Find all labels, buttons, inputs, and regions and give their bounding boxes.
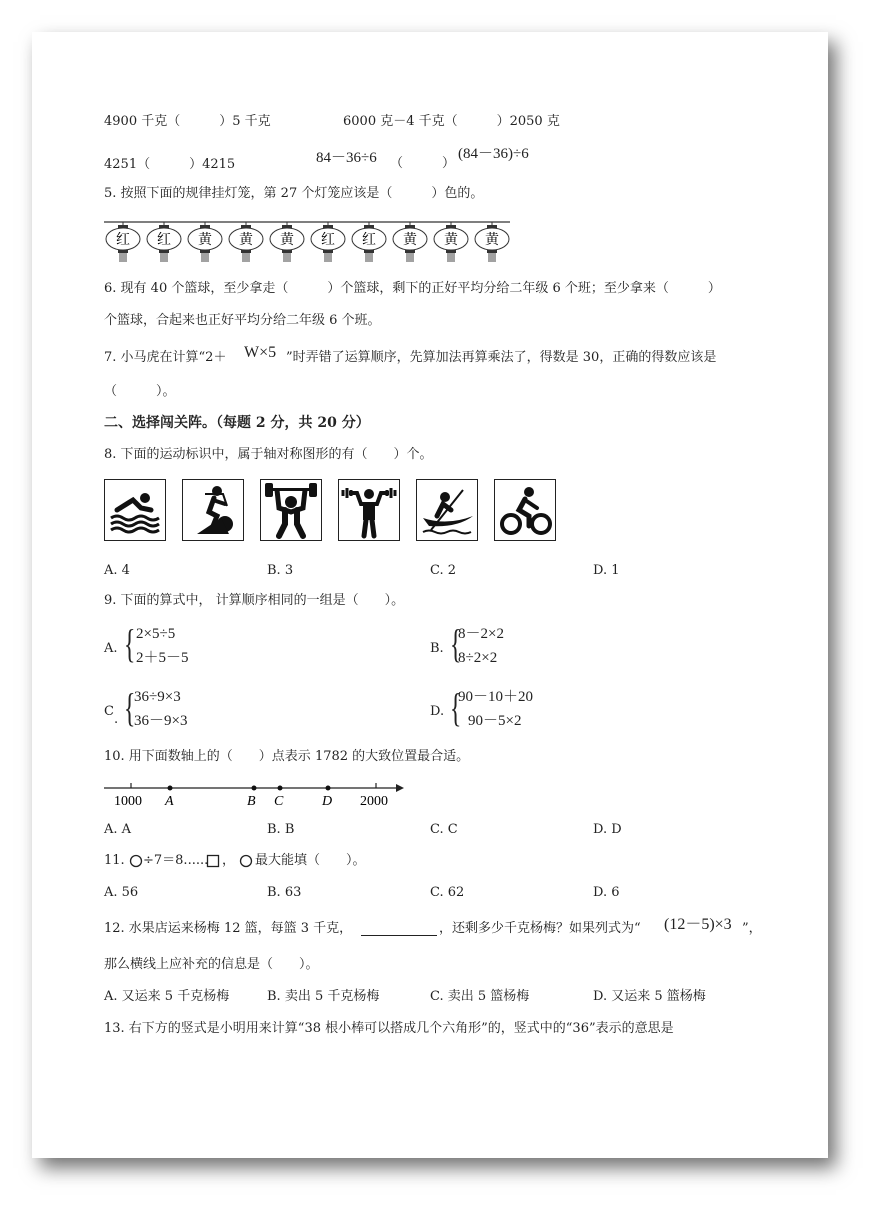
compare-expr-left: 84－36÷6 <box>316 150 377 166</box>
label-a: A <box>165 794 174 809</box>
question-7-line1b: ”时弄错了运算顺序，先算加法再算乘法了，得数是 30，正确的得数应该是 <box>286 350 717 365</box>
swimming-icon <box>104 479 166 541</box>
question-6-line2: 个篮球，合起来也正好平均分给二年级 6 个班。 <box>104 313 381 328</box>
label-1000: 1000 <box>114 794 142 809</box>
q12-option-b[interactable]: B. 卖出 5 千克杨梅 <box>267 989 380 1004</box>
q9-option-c-dot: . <box>114 712 119 727</box>
question-10: 10. 用下面数轴上的（ ）点表示 1782 的大致位置最合适。 <box>104 749 470 764</box>
circle-shape-icon <box>129 854 143 868</box>
question-11-comma: ， <box>222 853 236 868</box>
kayak-icon <box>416 479 478 541</box>
q12-option-c[interactable]: C. 卖出 5 篮杨梅 <box>430 989 530 1004</box>
lantern-row <box>104 215 514 267</box>
brace-c: { <box>123 685 136 730</box>
q9-option-d-label[interactable]: D. <box>430 704 445 719</box>
cycling-machine-icon <box>182 479 244 541</box>
lantern-label: 黄 <box>239 232 253 248</box>
q9-option-c-label[interactable]: C <box>104 704 114 719</box>
question-11-text: 最大能填（ ）。 <box>255 853 366 868</box>
compare-item-1: 4900 千克（ ）5 千克 <box>104 114 271 129</box>
label-2000: 2000 <box>360 794 388 809</box>
q9-b-line1: 8－2×2 <box>458 626 504 642</box>
question-13: 13. 右下方的竖式是小明用来计算“38 根小棒可以搭成几个六角形”的，竖式中的“36”表示的意思是 <box>104 1021 674 1036</box>
question-6-line1: 6. 现有 40 个篮球，至少拿走（ ）个篮球，剩下的正好平均分给二年级 6 个班；至少拿来（ ） <box>104 281 721 296</box>
q9-d-line1: 90－10＋20 <box>458 689 534 705</box>
lantern <box>434 222 468 262</box>
q8-option-d[interactable]: D. 1 <box>593 563 620 578</box>
lantern-label: 黄 <box>280 232 294 248</box>
q11-option-d[interactable]: D. 6 <box>593 885 620 900</box>
lantern <box>229 222 263 262</box>
lantern-label: 红 <box>116 232 130 248</box>
label-b: B <box>247 794 256 809</box>
fill-blank-line <box>361 935 437 936</box>
label-d: D <box>322 794 333 809</box>
q9-a-line1: 2×5÷5 <box>136 626 176 642</box>
weightlifting-icon <box>260 479 322 541</box>
question-7-line2: （ ）。 <box>104 384 176 399</box>
q9-c-line2: 36－9×3 <box>134 713 188 729</box>
section-title: 二、选择闯关阵。（每题 2 分，共 20 分） <box>104 415 370 431</box>
question-9: 9. 下面的算式中， 计算顺序相同的一组是（ ）。 <box>104 593 405 608</box>
question-12-line1c: ”， <box>742 921 762 936</box>
q8-option-a[interactable]: A. 4 <box>104 563 130 578</box>
compare-blank: （ ） <box>390 156 456 171</box>
lantern-label: 红 <box>321 232 335 248</box>
q10-option-c[interactable]: C. C <box>430 822 458 837</box>
lantern-label: 红 <box>157 232 171 248</box>
compare-expr-right: (84－36)÷6 <box>458 146 529 162</box>
q11-option-a[interactable]: A. 56 <box>104 885 139 900</box>
q11-option-b[interactable]: B. 63 <box>267 885 302 900</box>
question-11-expr: ÷7＝8...... <box>143 853 209 868</box>
lantern <box>188 222 222 262</box>
q12-option-d[interactable]: D. 又运来 5 篮杨梅 <box>593 989 706 1004</box>
question-7-line1a: 7. 小马虎在计算“2＋ <box>104 350 227 365</box>
q10-option-b[interactable]: B. B <box>267 822 295 837</box>
lantern-label: 红 <box>362 232 376 248</box>
lantern <box>352 222 386 262</box>
label-c: C <box>274 794 284 809</box>
q9-a-line2: 2＋5－5 <box>136 650 189 666</box>
question-12-line1b: ，还剩多少千克杨梅？如果列式为“ <box>439 921 641 936</box>
lantern <box>106 222 140 262</box>
lantern <box>475 222 509 262</box>
point-d <box>326 786 331 791</box>
q10-option-a[interactable]: A. A <box>104 822 132 837</box>
lantern-label: 黄 <box>485 232 499 248</box>
lantern <box>270 222 304 262</box>
brace-a: { <box>123 621 136 666</box>
square-shape-icon <box>206 854 220 868</box>
q12-option-a[interactable]: A. 又运来 5 千克杨梅 <box>104 989 230 1004</box>
brace-b: { <box>449 621 462 666</box>
question-12-line2: 那么横线上应补充的信息是（ ）。 <box>104 957 319 972</box>
compare-item-2: 6000 克－4 千克（ ）2050 克 <box>343 114 560 129</box>
question-11-num: 11. <box>104 853 125 868</box>
brace-d: { <box>449 685 462 730</box>
question-8: 8. 下面的运动标识中，属于轴对称图形的有（ ）个。 <box>104 447 433 462</box>
lantern-label: 黄 <box>444 232 458 248</box>
question-5: 5. 按照下面的规律挂灯笼，第 27 个灯笼应该是（ ）色的。 <box>104 186 484 201</box>
lantern-label: 黄 <box>198 232 212 248</box>
question-12-line1a: 12. 水果店运来杨梅 12 篮，每篮 3 千克， <box>104 921 353 936</box>
circle-shape-icon <box>239 854 253 868</box>
question-12-expr: (12－5)×3 <box>664 916 732 933</box>
q9-b-line2: 8÷2×2 <box>458 650 498 666</box>
q9-option-b-label[interactable]: B. <box>430 641 444 656</box>
point-c <box>278 786 283 791</box>
point-b <box>252 786 257 791</box>
q9-d-line2: 90－5×2 <box>468 713 522 729</box>
q8-option-b[interactable]: B. 3 <box>267 563 294 578</box>
q10-option-d[interactable]: D. D <box>593 822 622 837</box>
dumbbell-icon <box>338 479 400 541</box>
lantern-label: 黄 <box>403 232 417 248</box>
bicycle-icon <box>494 479 556 541</box>
q11-option-c[interactable]: C. 62 <box>430 885 465 900</box>
number-line <box>104 777 404 811</box>
q8-option-c[interactable]: C. 2 <box>430 563 457 578</box>
q9-option-a-label[interactable]: A. <box>104 641 118 656</box>
question-7-expr: W×5 <box>244 344 277 361</box>
compare-item-3: 4251（ ）4215 <box>104 157 236 172</box>
point-a <box>168 786 173 791</box>
lantern <box>393 222 427 262</box>
lantern <box>311 222 345 262</box>
q9-c-line1: 36÷9×3 <box>134 689 181 705</box>
lantern <box>147 222 181 262</box>
